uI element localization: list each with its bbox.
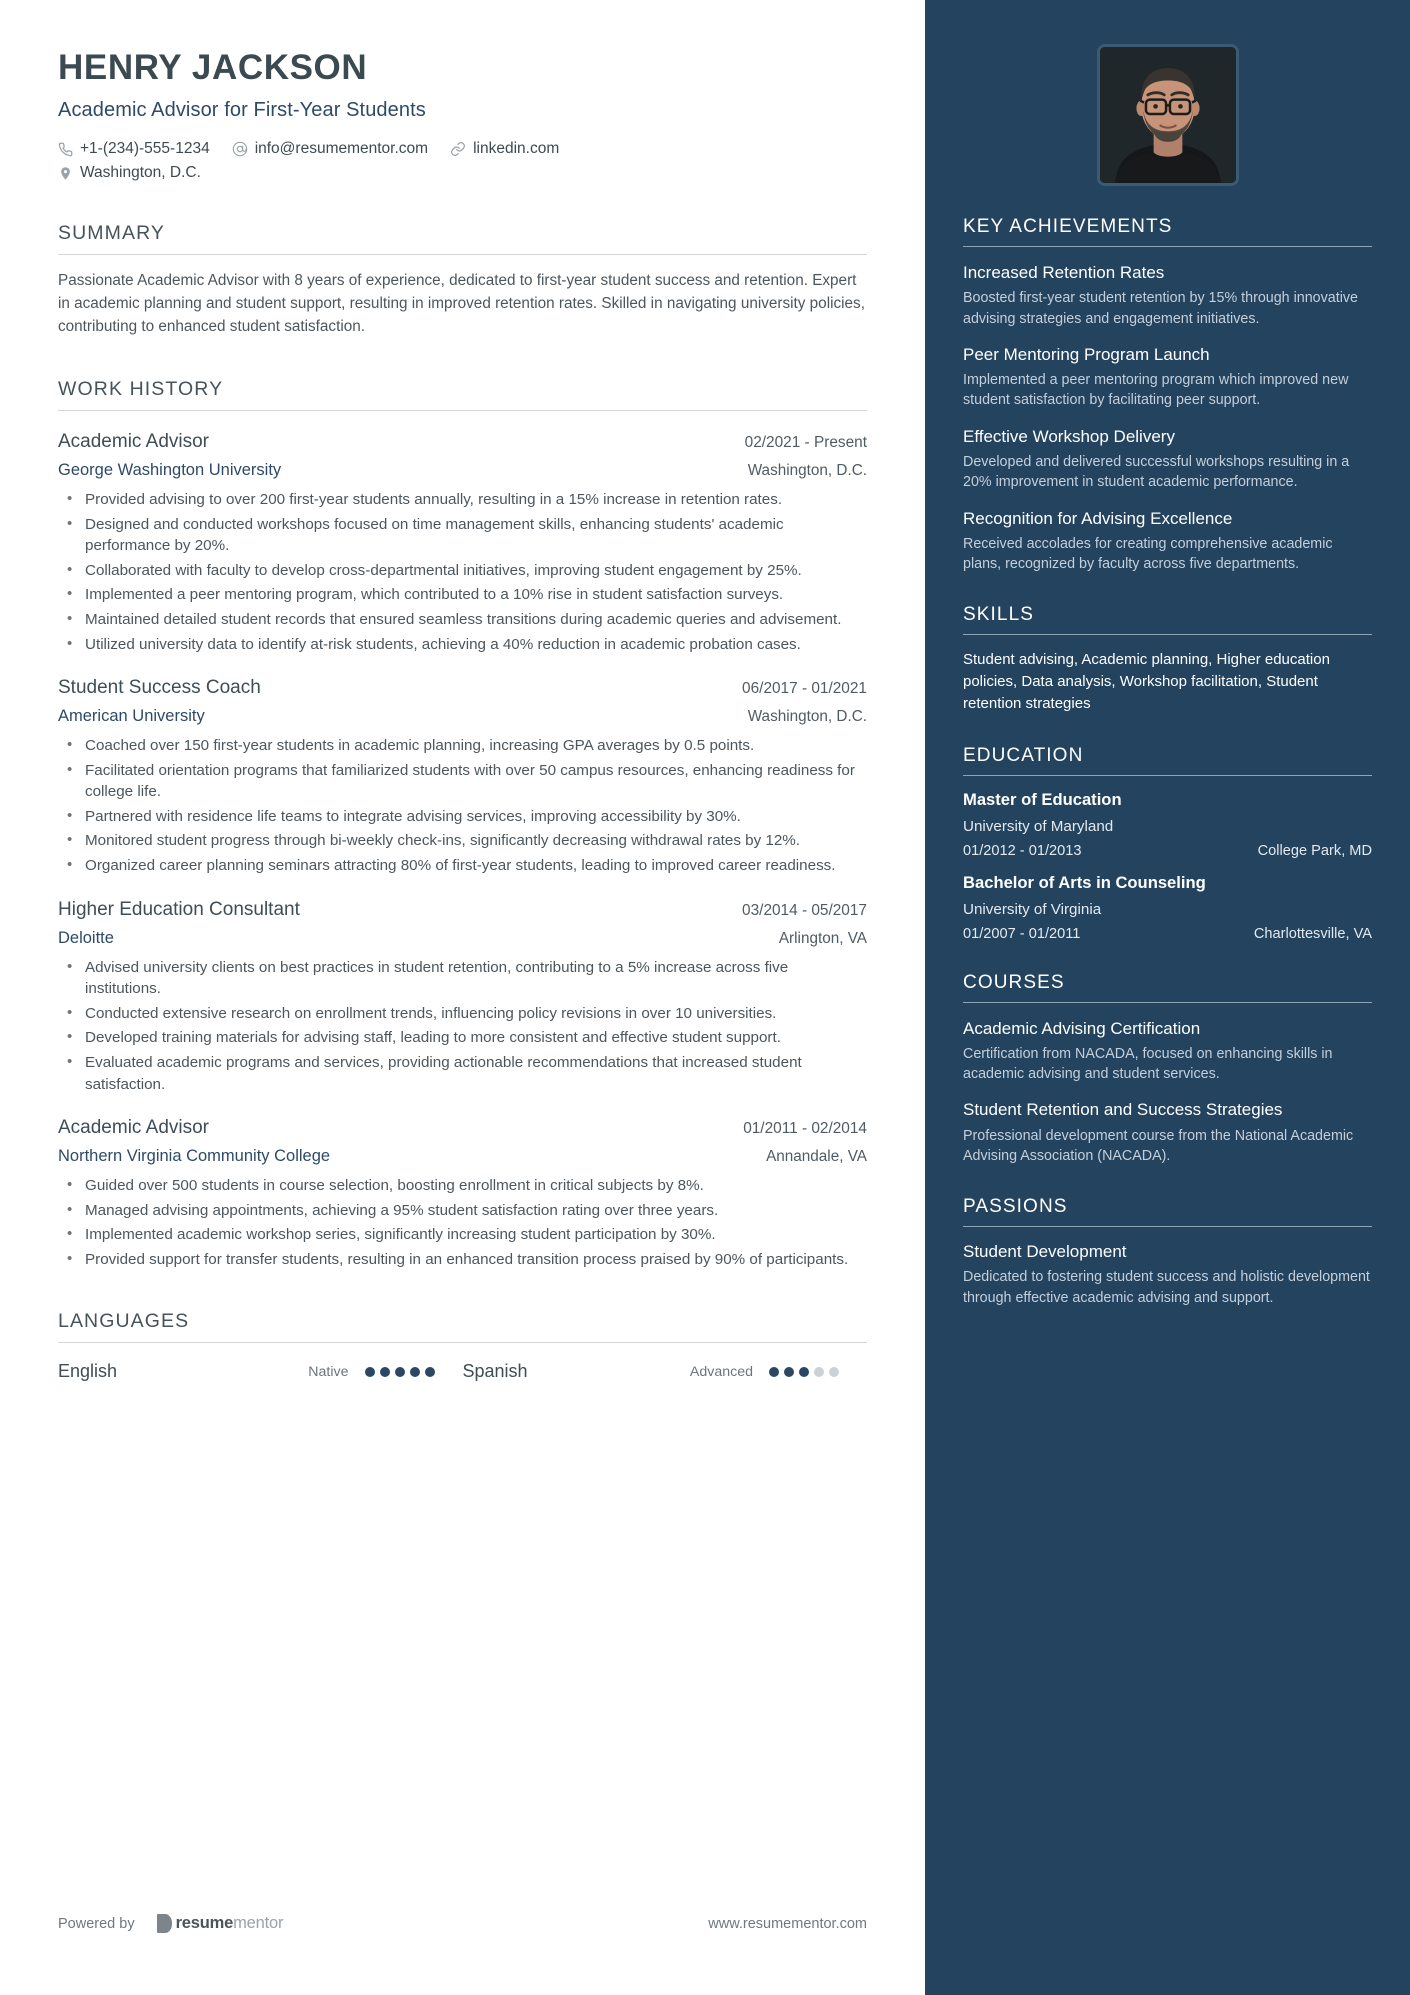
job-bullet: • Developed training materials for advising staff, leading to more consistent and effective student support. — [58, 1027, 867, 1049]
contact-location — [58, 164, 201, 182]
skills-heading: SKILLS — [963, 604, 1035, 626]
course-item — [963, 1099, 1372, 1166]
section-summary — [58, 222, 867, 338]
rating-dot — [814, 1367, 824, 1377]
job-bullet: • Coached over 150 first-year students in academic planning, increasing GPA averages by 0.5 points. — [58, 735, 867, 757]
job-location: Arlington, VA — [778, 929, 867, 947]
job-bullet: • Collaborated with faculty to develop cross-departmental initiatives, improving student engagement by 25%. — [58, 560, 867, 582]
job-header-row — [58, 431, 867, 453]
education-divider — [963, 775, 1372, 776]
education-item — [963, 873, 1372, 942]
section-passions — [963, 1196, 1372, 1308]
job-dates: 02/2021 - Present — [744, 434, 867, 452]
job-subheader-row — [58, 929, 867, 948]
skills-text: Student advising, Academic planning, Higher education policies, Data analysis, Workshop facilitation, Student retention strategies — [963, 651, 1330, 712]
job-bullet: • Implemented a peer mentoring program, which contributed to a 10% rise in student satisfaction surveys. — [58, 584, 867, 606]
job-bullet: • Provided advising to over 200 first-year students annually, resulting in a 15% increase in retention rates. — [58, 489, 867, 511]
page-title: HENRY JACKSON — [58, 48, 368, 87]
passion-description: Dedicated to fostering student success and holistic development through effective academic advising and support. — [963, 1269, 1370, 1306]
job-bullet-list — [58, 957, 867, 1095]
skills-divider — [963, 634, 1372, 635]
courses-divider — [963, 1002, 1372, 1003]
language-rating-dots — [769, 1367, 839, 1377]
job-dates: 01/2011 - 02/2014 — [743, 1120, 867, 1138]
section-education — [963, 745, 1372, 942]
summary-divider — [58, 254, 867, 255]
job-header-row — [58, 899, 867, 921]
contact-linkedin[interactable] — [450, 140, 559, 158]
section-languages — [58, 1310, 867, 1382]
phone-icon — [58, 142, 73, 157]
achievement-description: Received accolades for creating comprehensive academic plans, recognized by faculty across five departments. — [963, 535, 1333, 573]
rating-dot — [829, 1367, 839, 1377]
avatar — [1097, 44, 1239, 186]
job-company: American University — [58, 707, 205, 726]
job-company: George Washington University — [58, 461, 282, 480]
rating-dot — [380, 1367, 390, 1377]
job-subheader-row — [58, 461, 867, 480]
job-entry — [58, 899, 867, 1095]
link-icon — [450, 141, 466, 157]
contact-location-text: Washington, D.C. — [80, 164, 201, 182]
job-title: Student Success Coach — [58, 677, 261, 699]
courses-heading: COURSES — [963, 971, 1065, 993]
job-bullet: • Implemented academic workshop series, significantly increasing student participation by 30%. — [58, 1224, 867, 1246]
education-dates: 01/2007 - 01/2011 — [963, 925, 1081, 942]
rating-dot — [799, 1367, 809, 1377]
job-bullet: • Partnered with residence life teams to integrate advising services, improving accessibility by 30%. — [58, 806, 867, 828]
contact-phone-text: +1-(234)-555-1234 — [80, 140, 210, 158]
work-history-heading: WORK HISTORY — [58, 378, 224, 401]
achievement-item — [963, 262, 1372, 329]
achievement-title: Increased Retention Rates — [963, 263, 1165, 282]
section-courses — [963, 972, 1372, 1167]
education-location: Charlottesville, VA — [1253, 925, 1372, 942]
contact-linkedin-text: linkedin.com — [473, 140, 560, 158]
rating-dot — [365, 1367, 375, 1377]
education-meta — [963, 843, 1372, 859]
language-rating-dots — [365, 1367, 435, 1377]
job-title: Academic Advisor — [58, 431, 210, 453]
section-work-history — [58, 378, 867, 1270]
footer — [58, 1914, 867, 1933]
job-dates: 03/2014 - 05/2017 — [742, 901, 867, 919]
job-bullet: • Conducted extensive research on enrollment trends, influencing policy revisions in over 10 universities. — [58, 1003, 867, 1025]
job-bullet: • Provided support for transfer students, resulting in an enhanced transition process praised by 90% of participants. — [58, 1249, 867, 1271]
job-bullet-list — [58, 489, 867, 655]
job-bullet: • Advised university clients on best practices in student retention, contributing to a 5% increase across five institutions. — [58, 957, 867, 1000]
job-subheader-row — [58, 707, 867, 726]
education-degree: Master of Education — [963, 789, 1122, 809]
logo-text-mentor: mentor — [233, 1914, 284, 1932]
key-achievements-divider — [963, 246, 1372, 247]
education-list — [963, 790, 1372, 942]
course-item — [963, 1018, 1372, 1085]
passions-divider — [963, 1226, 1372, 1227]
achievement-description: Developed and delivered successful workshops resulting in a 20% improvement in student academic performance. — [963, 453, 1350, 491]
professional-headline: Academic Advisor for First-Year Students — [58, 99, 426, 122]
location-pin-icon — [58, 166, 73, 181]
job-bullet: • Designed and conducted workshops focused on time management skills, enhancing students' academic performance by 20%. — [58, 514, 867, 557]
education-item — [963, 790, 1372, 859]
rating-dot — [784, 1367, 794, 1377]
avatar-wrap — [963, 0, 1372, 186]
summary-heading: SUMMARY — [58, 222, 166, 245]
education-heading: EDUCATION — [963, 744, 1084, 766]
job-company: Deloitte — [58, 928, 114, 947]
job-bullet: • Facilitated orientation programs that familiarized students with over 50 campus resources, enhancing readiness for college life. — [58, 760, 867, 803]
education-meta — [963, 926, 1372, 942]
job-bullet-list — [58, 1175, 867, 1270]
language-level: Advanced — [689, 1363, 753, 1380]
section-skills — [963, 604, 1372, 714]
passion-item — [963, 1242, 1372, 1308]
languages-divider — [58, 1342, 867, 1343]
email-icon — [232, 141, 248, 157]
language-name: Spanish — [462, 1361, 528, 1382]
footer-website[interactable]: www.resumementor.com — [708, 1915, 867, 1932]
resumementor-logo — [157, 1914, 284, 1933]
key-achievements-heading: KEY ACHIEVEMENTS — [963, 216, 1173, 237]
contact-phone[interactable] — [58, 140, 210, 158]
contact-email-text: info@resumementor.com — [254, 140, 429, 158]
contact-line-location — [58, 164, 867, 182]
language-item — [463, 1361, 868, 1382]
language-name: English — [58, 1361, 118, 1382]
job-location: Washington, D.C. — [747, 462, 867, 480]
job-dates: 06/2017 - 01/2021 — [742, 680, 867, 698]
course-description: Professional development course from the National Academic Advising Association (NACADA). — [963, 1127, 1354, 1165]
job-location: Washington, D.C. — [747, 708, 867, 726]
sidebar — [925, 0, 1410, 1995]
course-title: Academic Advising Certification — [963, 1018, 1201, 1038]
logo-mark-icon — [157, 1914, 172, 1933]
passions-heading: PASSIONS — [963, 1196, 1068, 1218]
job-entry — [58, 1117, 867, 1270]
rating-dot — [395, 1367, 405, 1377]
achievement-item — [963, 344, 1372, 411]
achievement-item — [963, 508, 1372, 575]
section-key-achievements — [963, 216, 1372, 574]
achievement-title: Peer Mentoring Program Launch — [963, 344, 1210, 364]
language-list — [58, 1361, 867, 1382]
job-company: Northern Virginia Community College — [58, 1147, 331, 1166]
job-bullet: • Monitored student progress through bi-weekly check-ins, significantly decreasing withdrawal rates by 12%. — [58, 830, 867, 852]
contact-email[interactable] — [232, 140, 428, 158]
language-level: Native — [308, 1363, 349, 1380]
rating-dot — [410, 1367, 420, 1377]
job-header-row — [58, 1117, 867, 1139]
achievement-description: Implemented a peer mentoring program which improved new student satisfaction by facilitating peer support. — [963, 372, 1349, 409]
job-title: Higher Education Consultant — [58, 898, 300, 920]
passion-title: Student Development — [963, 1242, 1127, 1262]
education-school: University of Virginia — [963, 900, 1102, 918]
rating-dot — [769, 1367, 779, 1377]
job-bullet: • Organized career planning seminars attracting 80% of first-year students, leading to improved career readiness. — [58, 855, 867, 877]
avatar-image — [1100, 47, 1236, 183]
job-bullet: • Guided over 500 students in course selection, boosting enrollment in critical subjects by 8%. — [58, 1175, 867, 1197]
job-header-row — [58, 677, 867, 699]
achievement-description: Boosted first-year student retention by 15% through innovative advising strategies and engagement initiatives. — [963, 290, 1358, 327]
summary-text: Passionate Academic Advisor with 8 years of experience, dedicated to first-year student success and retention. Expert in academic planning and student support, resulting in improved retention rates. Skilled in navigating university policies, contributing to enhanced student satisfaction. — [58, 272, 865, 335]
education-school: University of Maryland — [963, 817, 1114, 835]
achievement-item — [963, 426, 1372, 493]
contact-line-primary — [58, 140, 867, 158]
logo-text-resume: resume — [175, 1914, 234, 1932]
language-item — [58, 1361, 463, 1382]
job-location: Annandale, VA — [766, 1148, 867, 1166]
passions-list — [963, 1242, 1372, 1308]
job-bullet: • Evaluated academic programs and services, providing actionable recommendations that increased student satisfaction. — [58, 1052, 867, 1095]
job-entry — [58, 431, 867, 655]
languages-heading: LANGUAGES — [58, 1310, 190, 1333]
job-list — [58, 431, 867, 1270]
rating-dot — [425, 1367, 435, 1377]
education-location: College Park, MD — [1257, 842, 1372, 859]
job-subheader-row — [58, 1147, 867, 1166]
job-bullet: • Utilized university data to identify at-risk students, achieving a 40% reduction in academic probation cases. — [58, 634, 867, 656]
job-bullet: • Managed advising appointments, achieving a 95% student satisfaction rating over three years. — [58, 1200, 867, 1222]
key-achievements-list — [963, 262, 1372, 574]
education-degree: Bachelor of Arts in Counseling — [963, 872, 1206, 892]
job-title: Academic Advisor — [58, 1117, 210, 1139]
powered-by-label: Powered by — [58, 1915, 135, 1932]
job-entry — [58, 677, 867, 876]
course-title: Student Retention and Success Strategies — [963, 1100, 1283, 1120]
job-bullet: • Maintained detailed student records that ensured seamless transitions during academic queries and advisement. — [58, 609, 867, 631]
education-dates: 01/2012 - 01/2013 — [963, 842, 1082, 859]
achievement-title: Effective Workshop Delivery — [963, 426, 1175, 446]
achievement-title: Recognition for Advising Excellence — [963, 508, 1233, 528]
job-bullet-list — [58, 735, 867, 876]
powered-by-block — [58, 1914, 283, 1933]
work-history-divider — [58, 410, 867, 411]
course-description: Certification from NACADA, focused on enhancing skills in academic advising and student services. — [963, 1045, 1333, 1083]
courses-list — [963, 1018, 1372, 1167]
contact-info — [58, 140, 867, 182]
